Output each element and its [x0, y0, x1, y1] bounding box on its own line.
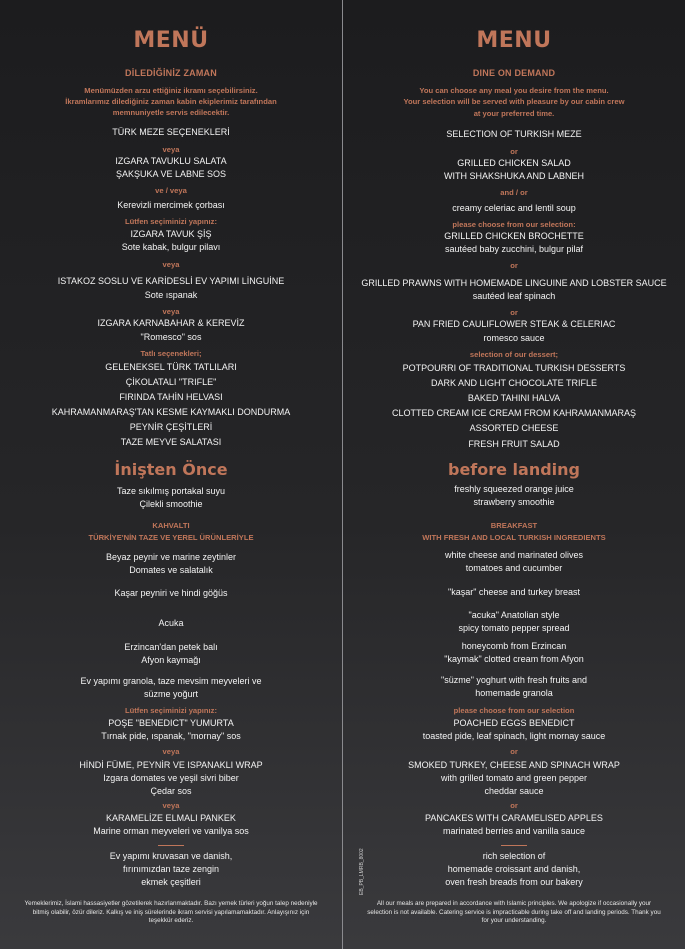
menu-item: Afyon kaymağı — [141, 655, 201, 665]
section-heading: DINE ON DEMAND — [472, 68, 556, 78]
menu-item: ISTAKOZ SOSLU VE KARİDESLİ EV YAPIMI LİNGUİNE — [57, 276, 285, 286]
section-heading: BREAKFAST — [490, 521, 538, 530]
section-heading: DİLEDİĞİNİZ ZAMAN — [125, 68, 217, 78]
menu-item: CLOTTED CREAM ICE CREAM FROM KAHRAMANMARAŞ — [391, 408, 637, 418]
menu-item: GELENEKSEL TÜRK TATLILARI — [105, 362, 237, 372]
menu-item: Kerevizli mercimek çorbası — [117, 200, 225, 210]
menu-item: süzme yoğurt — [143, 689, 199, 699]
menu-item: "kaşar" cheese and turkey breast — [448, 587, 580, 597]
connector: veya — [162, 145, 180, 154]
menu-item: FIRINDA TAHİN HELVASI — [119, 392, 223, 402]
menu-item: Beyaz peynir ve marine zeytinler — [105, 552, 237, 562]
menu-item: homemade granola — [475, 688, 553, 698]
intro-line: Menümüzden arzu ettiğiniz ikramı seçebilirsiniz. — [84, 86, 258, 95]
menu-item: ekmek çeşitleri — [141, 877, 201, 887]
menu-item: GRILLED PRAWNS WITH HOMEMADE LINGUINE AND LOBSTER SAUCE — [361, 278, 667, 288]
menu-item: strawberry smoothie — [473, 497, 555, 507]
section-title: İnişten Önce — [114, 460, 228, 479]
menu-item: HİNDİ FÜME, PEYNİR VE ISPANAKLI WRAP — [79, 760, 263, 770]
menu-item: SMOKED TURKEY, CHEESE AND SPINACH WRAP — [408, 760, 620, 770]
intro-line: İkramlarımız dilediğiniz zaman kabin ekiplerimiz tarafından — [65, 97, 277, 106]
item-description: "Romesco" sos — [140, 332, 202, 342]
menu-item: KARAMELİZE ELMALI PANKEK — [106, 813, 236, 823]
menu-title: MENÜ — [133, 28, 209, 53]
menu-item: homemade croissant and danish, — [447, 864, 581, 874]
selection-note: please choose from our selection: — [452, 220, 576, 229]
menu-item: oven fresh breads from our bakery — [445, 877, 583, 887]
section-heading: KAHVALTI — [152, 521, 190, 530]
menu-item: IZGARA TAVUKLU SALATA — [115, 156, 227, 166]
item-description: Sote ıspanak — [144, 290, 198, 300]
selection-note: please choose from our selection — [453, 706, 575, 715]
section-title: before landing — [447, 460, 581, 479]
menu-item: "süzme" yoghurt with fresh fruits and — [441, 675, 587, 685]
connector: or — [510, 801, 518, 810]
item-description: Tırnak pide, ıspanak, "mornay" sos — [101, 731, 241, 741]
section-heading: WITH FRESH AND LOCAL TURKISH INGREDIENTS — [422, 533, 606, 542]
menu-column-turkish — [0, 0, 342, 949]
menu-item: "acuka" Anatolian style — [468, 610, 560, 620]
dessert-heading: selection of our dessert; — [469, 350, 559, 359]
selection-note: Lütfen seçiminizi yapınız: — [125, 706, 217, 715]
connector: ve / veya — [155, 186, 187, 195]
item-description: Marine orman meyveleri ve vanilya sos — [93, 826, 249, 836]
item-description: toasted pide, leaf spinach, light mornay sauce — [422, 731, 606, 741]
intro-line: at your preferred time. — [473, 109, 555, 118]
menu-item: POACHED EGGS BENEDICT — [453, 718, 575, 728]
connector: or — [510, 147, 518, 156]
menu-item: IZGARA TAVUK ŞİŞ — [130, 229, 212, 239]
menu-item: POŞE "BENEDICT" YUMURTA — [108, 718, 234, 728]
menu-item: ÇİKOLATALI "TRIFLE" — [125, 377, 217, 387]
item-description: with grilled tomato and green pepper — [440, 773, 588, 783]
menu-item: honeycomb from Erzincan — [461, 641, 567, 651]
menu-item: Ev yapımı kruvasan ve danish, — [109, 851, 233, 861]
intro-line: memnuniyetle servis edilecektir. — [112, 108, 230, 117]
connector: veya — [162, 307, 180, 316]
intro-line: You can choose any meal you desire from the menu. — [419, 86, 609, 95]
menu-item: SELECTION OF TURKISH MEZE — [446, 129, 582, 139]
menu-item: Acuka — [158, 618, 184, 628]
menu-item: "kaymak" clotted cream from Afyon — [444, 654, 584, 664]
connector: and / or — [500, 188, 528, 197]
menu-item: PAN FRIED CAULIFLOWER STEAK & CELERIAC — [412, 319, 616, 329]
item-description: romesco sauce — [483, 333, 545, 343]
menu-item: rich selection of — [482, 851, 546, 861]
menu-item: PANCAKES WITH CARAMELISED APPLES — [425, 813, 603, 823]
selection-note: Lütfen seçiminizi yapınız: — [125, 217, 217, 226]
footer-disclaimer: Yemeklerimiz, İslami hassasiyetler gözetilerek hazırlanmaktadır. Bazı yemek türleri yoğun talep nedeniyle bitmiş olabilir, özür dileriz. Kalkış ve iniş sürelerinde ikram servisi yapılamamaktadır. Anlayışınız için teşekkür ederiz. — [24, 900, 318, 924]
menu-item: fırınımızdan taze zengin — [122, 864, 220, 874]
menu-item: Çilekli smoothie — [139, 499, 203, 509]
item-description: Izgara domates ve yeşil sivri biber — [103, 773, 239, 783]
connector: veya — [162, 747, 180, 756]
menu-item: FRESH FRUIT SALAD — [468, 439, 560, 449]
intro-line: Your selection will be served with pleasure by our cabin crew — [403, 97, 625, 106]
menu-item: Kaşar peyniri ve hindi göğüs — [114, 588, 228, 598]
menu-item: DARK AND LIGHT CHOCOLATE TRIFLE — [430, 378, 598, 388]
menu-item: Erzincan'dan petek balı — [124, 642, 218, 652]
menu-item: BAKED TAHINI HALVA — [467, 393, 561, 403]
menu-item: Taze sıkılmış portakal suyu — [116, 486, 226, 496]
item-description: cheddar sauce — [484, 786, 544, 796]
menu-item: POTPOURRI OF TRADITIONAL TURKISH DESSERTS — [402, 363, 626, 373]
menu-item: ŞAKŞUKA VE LABNE SOS — [115, 169, 227, 179]
item-description: sautéed leaf spinach — [472, 291, 556, 301]
connector: veya — [162, 801, 180, 810]
menu-item: IZGARA KARNABAHAR & KEREVİZ — [97, 318, 245, 328]
separator-line — [158, 845, 184, 846]
section-heading: TÜRKİYE'NİN TAZE VE YEREL ÜRÜNLERİYLE — [88, 533, 254, 542]
menu-item: freshly squeezed orange juice — [454, 484, 574, 494]
connector: or — [510, 747, 518, 756]
menu-item: GRILLED CHICKEN SALAD — [457, 158, 571, 168]
connector: veya — [162, 260, 180, 269]
menu-item: spicy tomato pepper spread — [458, 623, 570, 633]
menu-item: WITH SHAKSHUKA AND LABNEH — [443, 171, 585, 181]
menu-item: GRILLED CHICKEN BROCHETTE — [444, 231, 584, 241]
menu-item: tomatoes and cucumber — [465, 563, 563, 573]
item-description: marinated berries and vanilla sauce — [442, 826, 586, 836]
menu-item: PEYNİR ÇEŞİTLERİ — [129, 422, 213, 432]
item-description: Çedar sos — [150, 786, 192, 796]
menu-item: TÜRK MEZE SEÇENEKLERİ — [112, 127, 230, 137]
menu-item: TAZE MEYVE SALATASI — [120, 437, 222, 447]
connector: or — [510, 261, 518, 270]
footer-disclaimer: All our meals are prepared in accordance with Islamic principles. We apologize if occasionally your selection is not available. Catering service is impracticable during take off and landing periods. Thank you for your understanding. — [367, 900, 661, 924]
item-description: Sote kabak, bulgur pilavı — [121, 242, 221, 252]
menu-item: Domates ve salatalık — [129, 565, 213, 575]
menu-item: KAHRAMANMARAŞ'TAN KESME KAYMAKLI DONDURMA — [51, 407, 291, 417]
print-code: EB_PB_LMRB_8002 — [359, 848, 365, 895]
dessert-heading: Tatlı seçenekleri; — [140, 349, 202, 358]
menu-title: MENU — [476, 28, 552, 53]
menu-item: Ev yapımı granola, taze mevsim meyveleri ve — [80, 676, 262, 686]
connector: or — [510, 308, 518, 317]
menu-item: ASSORTED CHEESE — [469, 423, 559, 433]
item-description: sautéed baby zucchini, bulgur pilaf — [444, 244, 584, 254]
menu-column-english — [343, 0, 685, 949]
separator-line — [501, 845, 527, 846]
menu-item: white cheese and marinated olives — [444, 550, 584, 560]
menu-item: creamy celeriac and lentil soup — [452, 203, 576, 213]
